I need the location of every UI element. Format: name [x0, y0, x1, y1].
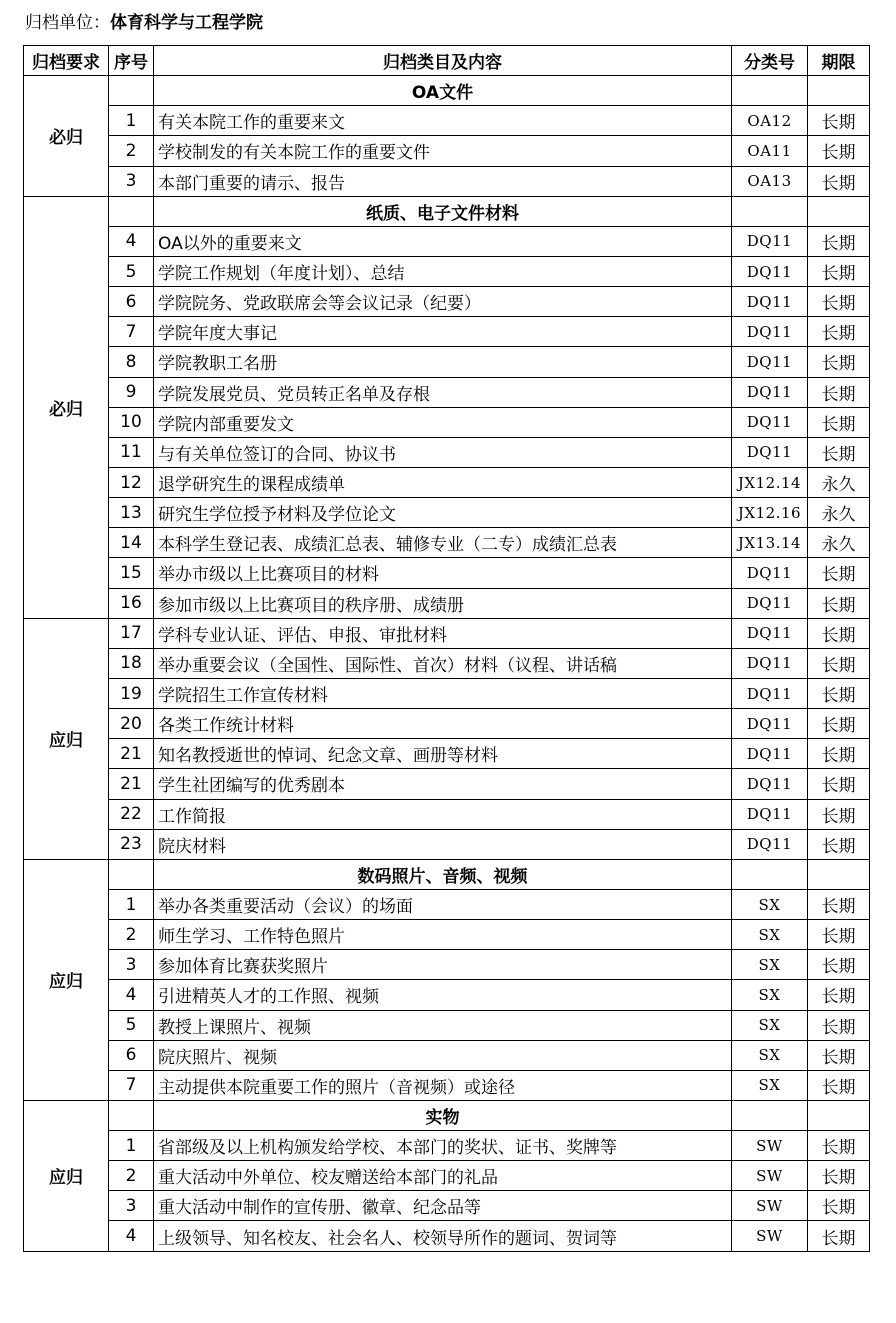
row-number: 6	[109, 287, 154, 317]
row-code: DQ11	[732, 678, 808, 708]
row-content: 学院年度大事记	[154, 317, 732, 347]
row-term: 长期	[808, 1040, 870, 1070]
table-row	[24, 407, 870, 437]
table-row	[24, 618, 870, 648]
requirement-cell: 应归	[24, 1100, 109, 1251]
row-content: 举办各类重要活动（会议）的场面	[154, 889, 732, 919]
row-number: 3	[109, 166, 154, 196]
archive-unit-label: 归档单位：	[25, 13, 110, 33]
row-code: SW	[732, 1131, 808, 1161]
row-number: 17	[109, 618, 154, 648]
row-content: 学院工作规划（年度计划）、总结	[154, 256, 732, 286]
row-term: 长期	[808, 648, 870, 678]
section-term-cell	[808, 1100, 870, 1130]
row-content: 学科专业认证、评估、申报、审批材料	[154, 618, 732, 648]
row-number: 4	[109, 980, 154, 1010]
row-content: 学院内部重要发文	[154, 407, 732, 437]
row-term: 长期	[808, 1161, 870, 1191]
row-code: SW	[732, 1191, 808, 1221]
table-row	[24, 377, 870, 407]
row-code: JX12.14	[732, 467, 808, 497]
table-row	[24, 1131, 870, 1161]
table-row	[24, 528, 870, 558]
requirement-cell: 应归	[24, 859, 109, 1100]
row-term: 长期	[808, 618, 870, 648]
row-number: 2	[109, 920, 154, 950]
table-row	[24, 1191, 870, 1221]
requirement-cell: 必归	[24, 76, 109, 197]
section-term-cell	[808, 859, 870, 889]
row-term: 永久	[808, 498, 870, 528]
row-content: 本科学生登记表、成绩汇总表、辅修专业（二专）成绩汇总表	[154, 528, 732, 558]
row-term: 长期	[808, 1070, 870, 1100]
row-term: 长期	[808, 709, 870, 739]
row-number: 10	[109, 407, 154, 437]
table-row	[24, 799, 870, 829]
table-row	[24, 317, 870, 347]
row-content: 院庆照片、视频	[154, 1040, 732, 1070]
row-content: 各类工作统计材料	[154, 709, 732, 739]
row-content: 知名教授逝世的悼词、纪念文章、画册等材料	[154, 739, 732, 769]
row-term: 长期	[808, 799, 870, 829]
row-number: 1	[109, 889, 154, 919]
row-content: 本部门重要的请示、报告	[154, 166, 732, 196]
row-number: 14	[109, 528, 154, 558]
row-term: 长期	[808, 558, 870, 588]
row-code: SX	[732, 889, 808, 919]
row-number: 5	[109, 1010, 154, 1040]
row-code: SX	[732, 1040, 808, 1070]
row-term: 长期	[808, 1221, 870, 1251]
row-number: 6	[109, 1040, 154, 1070]
requirement-cell: 必归	[24, 196, 109, 618]
table-row	[24, 678, 870, 708]
row-content: 教授上课照片、视频	[154, 1010, 732, 1040]
row-code: SX	[732, 1010, 808, 1040]
row-code: DQ11	[732, 648, 808, 678]
row-code: DQ11	[732, 407, 808, 437]
table-row	[24, 136, 870, 166]
table-row	[24, 347, 870, 377]
row-content: 参加市级以上比赛项目的秩序册、成绩册	[154, 588, 732, 618]
row-content: 参加体育比赛获奖照片	[154, 950, 732, 980]
row-number: 1	[109, 1131, 154, 1161]
header-row	[24, 46, 870, 76]
row-content: 重大活动中外单位、校友赠送给本部门的礼品	[154, 1161, 732, 1191]
row-content: 与有关单位签订的合同、协议书	[154, 437, 732, 467]
row-code: DQ11	[732, 739, 808, 769]
header-no: 序号	[109, 46, 154, 76]
row-code: DQ11	[732, 226, 808, 256]
row-term: 长期	[808, 437, 870, 467]
table-row	[24, 588, 870, 618]
table-row	[24, 498, 870, 528]
row-content: 主动提供本院重要工作的照片（音视频）或途径	[154, 1070, 732, 1100]
row-content: 工作简报	[154, 799, 732, 829]
row-content: 学院教职工名册	[154, 347, 732, 377]
row-content: 举办市级以上比赛项目的材料	[154, 558, 732, 588]
row-code: DQ11	[732, 287, 808, 317]
row-content: 学校制发的有关本院工作的重要文件	[154, 136, 732, 166]
row-term: 长期	[808, 829, 870, 859]
row-number: 3	[109, 1191, 154, 1221]
row-code: DQ11	[732, 377, 808, 407]
row-content: 有关本院工作的重要来文	[154, 106, 732, 136]
table-row	[24, 226, 870, 256]
row-number: 3	[109, 950, 154, 980]
table-row	[24, 769, 870, 799]
row-term: 长期	[808, 950, 870, 980]
row-number: 7	[109, 317, 154, 347]
header-requirement: 归档要求	[24, 46, 109, 76]
table-row	[24, 467, 870, 497]
row-content: 重大活动中制作的宣传册、徽章、纪念品等	[154, 1191, 732, 1221]
row-content: 上级领导、知名校友、社会名人、校领导所作的题词、贺词等	[154, 1221, 732, 1251]
header-term: 期限	[808, 46, 870, 76]
table-row	[24, 106, 870, 136]
row-number: 21	[109, 769, 154, 799]
row-code: OA11	[732, 136, 808, 166]
row-term: 长期	[808, 136, 870, 166]
row-number: 2	[109, 136, 154, 166]
table-row	[24, 648, 870, 678]
row-term: 长期	[808, 317, 870, 347]
table-row	[24, 256, 870, 286]
section-row	[24, 859, 870, 889]
row-code: SW	[732, 1161, 808, 1191]
row-number: 9	[109, 377, 154, 407]
header-content: 归档类目及内容	[154, 46, 732, 76]
section-row	[24, 196, 870, 226]
section-title: 数码照片、音频、视频	[154, 859, 732, 889]
row-term: 长期	[808, 739, 870, 769]
row-code: DQ11	[732, 347, 808, 377]
row-code: SX	[732, 1070, 808, 1100]
row-content: 学生社团编写的优秀剧本	[154, 769, 732, 799]
row-content: 学院招生工作宣传材料	[154, 678, 732, 708]
section-code-cell	[732, 859, 808, 889]
section-title: 实物	[154, 1100, 732, 1130]
table-row	[24, 709, 870, 739]
section-code-cell	[732, 76, 808, 106]
row-term: 长期	[808, 347, 870, 377]
row-term: 长期	[808, 678, 870, 708]
table-row	[24, 920, 870, 950]
row-code: DQ11	[732, 317, 808, 347]
row-number: 1	[109, 106, 154, 136]
row-term: 长期	[808, 769, 870, 799]
row-code: DQ11	[732, 618, 808, 648]
archive-table	[23, 45, 870, 1252]
row-code: SX	[732, 920, 808, 950]
table-row	[24, 950, 870, 980]
row-term: 长期	[808, 287, 870, 317]
row-content: 院庆材料	[154, 829, 732, 859]
row-number: 12	[109, 467, 154, 497]
section-term-cell	[808, 76, 870, 106]
table-row	[24, 1161, 870, 1191]
row-content: 学院院务、党政联席会等会议记录（纪要）	[154, 287, 732, 317]
row-term: 永久	[808, 467, 870, 497]
section-row	[24, 1100, 870, 1130]
row-term: 长期	[808, 1010, 870, 1040]
section-term-cell	[808, 196, 870, 226]
row-content: 师生学习、工作特色照片	[154, 920, 732, 950]
table-row	[24, 829, 870, 859]
table-row	[24, 1010, 870, 1040]
row-number: 22	[109, 799, 154, 829]
row-content: 学院发展党员、党员转正名单及存根	[154, 377, 732, 407]
row-number: 23	[109, 829, 154, 859]
row-term: 长期	[808, 106, 870, 136]
table-row	[24, 889, 870, 919]
row-number: 7	[109, 1070, 154, 1100]
table-row	[24, 166, 870, 196]
row-number: 4	[109, 226, 154, 256]
section-code-cell	[732, 1100, 808, 1130]
header-code: 分类号	[732, 46, 808, 76]
row-content: 省部级及以上机构颁发给学校、本部门的奖状、证书、奖牌等	[154, 1131, 732, 1161]
row-term: 长期	[808, 1191, 870, 1221]
row-number: 21	[109, 739, 154, 769]
row-content: 退学研究生的课程成绩单	[154, 467, 732, 497]
row-content: OA以外的重要来文	[154, 226, 732, 256]
table-row	[24, 1040, 870, 1070]
row-number: 13	[109, 498, 154, 528]
section-no-cell	[109, 859, 154, 889]
row-code: SW	[732, 1221, 808, 1251]
row-number: 19	[109, 678, 154, 708]
requirement-cell: 应归	[24, 618, 109, 859]
row-number: 15	[109, 558, 154, 588]
row-code: OA13	[732, 166, 808, 196]
row-term: 长期	[808, 889, 870, 919]
row-code: DQ11	[732, 558, 808, 588]
row-code: OA12	[732, 106, 808, 136]
row-term: 长期	[808, 407, 870, 437]
row-number: 11	[109, 437, 154, 467]
table-row	[24, 1070, 870, 1100]
row-number: 8	[109, 347, 154, 377]
row-content: 引进精英人才的工作照、视频	[154, 980, 732, 1010]
row-code: JX13.14	[732, 528, 808, 558]
archive-body	[24, 76, 870, 1251]
row-code: JX12.16	[732, 498, 808, 528]
section-row	[24, 76, 870, 106]
archive-unit-line	[25, 10, 263, 36]
row-code: SX	[732, 950, 808, 980]
row-number: 16	[109, 588, 154, 618]
table-row	[24, 437, 870, 467]
row-number: 5	[109, 256, 154, 286]
row-term: 长期	[808, 920, 870, 950]
row-content: 举办重要会议（全国性、国际性、首次）材料（议程、讲话稿	[154, 648, 732, 678]
row-term: 永久	[808, 528, 870, 558]
row-term: 长期	[808, 256, 870, 286]
row-term: 长期	[808, 1131, 870, 1161]
table-row	[24, 980, 870, 1010]
section-title: OA文件	[154, 76, 732, 106]
row-term: 长期	[808, 588, 870, 618]
row-number: 18	[109, 648, 154, 678]
row-code: DQ11	[732, 829, 808, 859]
table-row	[24, 739, 870, 769]
table-row	[24, 558, 870, 588]
row-code: DQ11	[732, 588, 808, 618]
row-code: SX	[732, 980, 808, 1010]
row-term: 长期	[808, 226, 870, 256]
row-term: 长期	[808, 166, 870, 196]
row-number: 20	[109, 709, 154, 739]
section-no-cell	[109, 76, 154, 106]
row-term: 长期	[808, 377, 870, 407]
row-code: DQ11	[732, 799, 808, 829]
row-number: 4	[109, 1221, 154, 1251]
section-code-cell	[732, 196, 808, 226]
section-no-cell	[109, 196, 154, 226]
row-term: 长期	[808, 980, 870, 1010]
section-no-cell	[109, 1100, 154, 1130]
table-row	[24, 1221, 870, 1251]
row-code: DQ11	[732, 256, 808, 286]
row-number: 2	[109, 1161, 154, 1191]
row-code: DQ11	[732, 769, 808, 799]
row-code: DQ11	[732, 709, 808, 739]
section-title: 纸质、电子文件材料	[154, 196, 732, 226]
row-content: 研究生学位授予材料及学位论文	[154, 498, 732, 528]
row-code: DQ11	[732, 437, 808, 467]
archive-unit-name: 体育科学与工程学院	[110, 13, 263, 33]
table-row	[24, 287, 870, 317]
